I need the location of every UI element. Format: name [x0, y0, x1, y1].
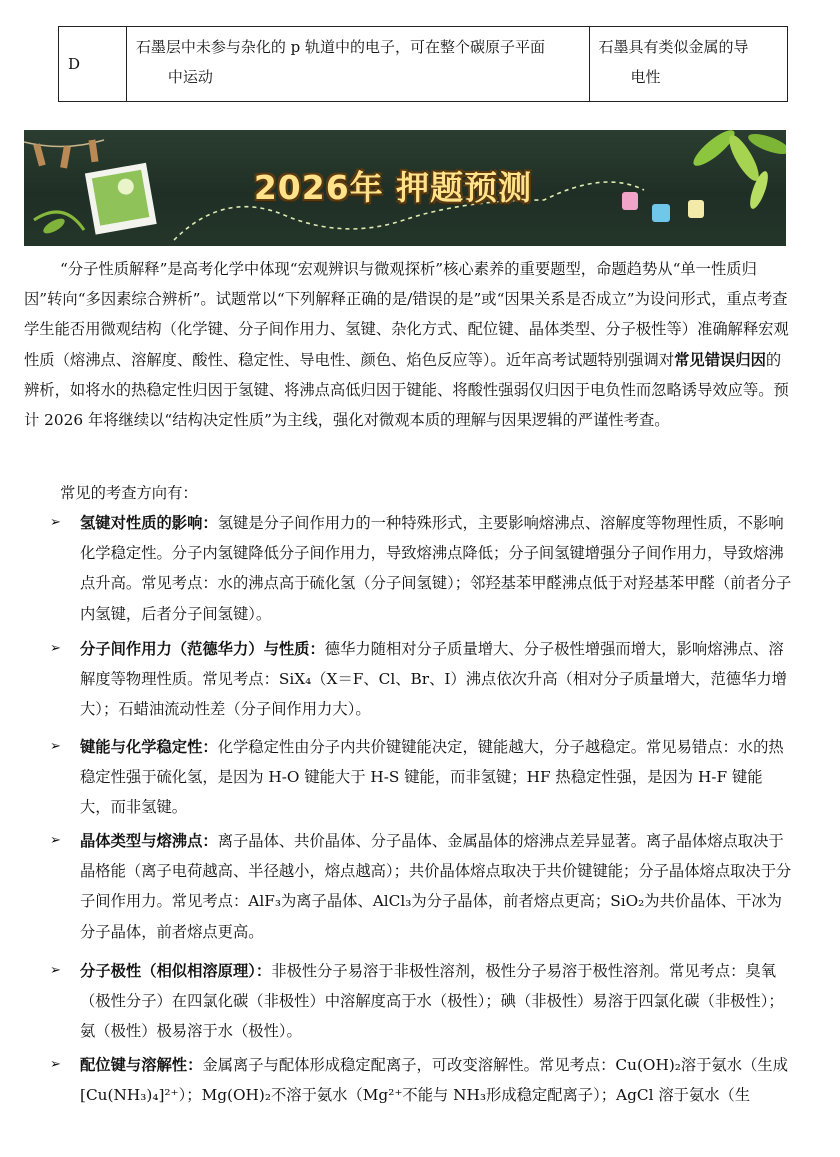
direction-text: 化学稳定性由分子内共价键键能决定，键能越大，分子越稳定。常见易错点：水的热稳定性强于硫化氢，是因为 H-O 键能大于 H-S 键能，而非氢键；HF 热稳定性强，是因为 H-F 键能大，而非氢键。 [80, 738, 784, 817]
conclusion-line-1: 石墨具有类似金属的导 [598, 38, 749, 56]
banner-title: 2026年 押题预测 [253, 168, 533, 207]
arrow-bullet-icon: ➢ [50, 833, 61, 848]
arrow-bullet-icon: ➢ [50, 1057, 61, 1072]
direction-item [50, 634, 792, 725]
statement-line-1: 石墨层中未参与杂化的 p 轨道中的电子，可在整个碳原子平面 [135, 38, 545, 56]
directions-lead: 常见的考查方向有： [60, 484, 198, 502]
direction-title: 分子间作用力（范德华力）与性质： [80, 640, 325, 658]
statement-cell [127, 27, 590, 101]
direction-title: 氢键对性质的影响： [80, 514, 218, 532]
arrow-bullet-icon: ➢ [50, 739, 61, 754]
direction-title: 晶体类型与熔沸点： [80, 832, 218, 850]
answer-table-row [58, 26, 788, 102]
direction-item [50, 508, 792, 629]
intro-part-2: 的辨析，如将水的热稳定性归因于氢键、将沸点高低归因于键能、将酸性强弱仅归因于电负性而忽略诱导效应等。预计 2026 年将继续以“结构决定性质”为主线，强化对微观本质的理解与因果逻辑的严谨性考查。 [24, 350, 789, 430]
direction-item [50, 826, 792, 947]
prediction-banner [24, 130, 786, 246]
direction-item [50, 732, 792, 823]
conclusion-line-2: 电性 [630, 68, 661, 86]
statement-line-2: 中运动 [167, 68, 213, 86]
direction-title: 分子极性（相似相溶原理）： [80, 962, 272, 980]
arrow-bullet-icon: ➢ [50, 515, 61, 530]
direction-text: 德华力随相对分子质量增大、分子极性增强而增大，影响熔沸点、溶解度等物理性质。常见考点：SiX₄（X＝F、Cl、Br、I）沸点依次升高（相对分子质量增大，范德华力增大）；石蜡油流动性差（分子间作用力大）。 [80, 640, 787, 719]
intro-emphasis: 常见错误归因 [674, 350, 766, 369]
direction-title: 键能与化学稳定性： [80, 738, 218, 756]
intro-part-1: “分子性质解释”是高考化学中体现“宏观辨识与微观探析”核心素养的重要题型，命题趋势从“单一性质归因”转向“多因素综合辨析”。试题常以“下列解释正确的是/错误的是”或“因果关系是否成立”为设问形式，重点考查学生能否用微观结构（化学键、分子间作用力、氢键、杂化方式、配位键、晶体类型、分子极性等）准确解释宏观性质（熔沸点、溶解度、酸性、稳定性、导电性、颜色、焰色反应等）。近年高考试题特别强调对 [24, 260, 789, 369]
option-cell [59, 27, 127, 101]
conclusion-cell [590, 27, 787, 101]
option-label: D [68, 55, 81, 73]
arrow-bullet-icon: ➢ [50, 641, 61, 656]
direction-text: 氢键是分子间作用力的一种特殊形式，主要影响熔沸点、溶解度等物理性质，不影响化学稳定性。分子内氢键降低分子间作用力，导致熔沸点降低；分子间氢键增强分子间作用力，导致熔沸点升高。常见考点：水的沸点高于硫化氢（分子间氢键）；邻羟基苯甲醛沸点低于对羟基苯甲醛（前者分子内氢键，后者分子间氢键）。 [80, 514, 792, 623]
arrow-bullet-icon: ➢ [50, 963, 61, 978]
direction-text: 金属离子与配体形成稳定配离子，可改变溶解性。常见考点：Cu(OH)₂溶于氨水（生成[Cu(NH₃)₄]²⁺）；Mg(OH)₂不溶于氨水（Mg²⁺不能与 NH₃形成稳定配离子）；AgCl 溶于氨水（生 [80, 1056, 788, 1105]
direction-text: 非极性分子易溶于非极性溶剂，极性分子易溶于极性溶剂。常见考点：臭氧（极性分子）在四氯化碳（非极性）中溶解度高于水（极性）；碘（非极性）易溶于四氯化碳（非极性）；氨（极性）极易溶于水（极性）。 [80, 962, 784, 1041]
direction-item [50, 1050, 792, 1110]
direction-title: 配位键与溶解性： [80, 1056, 203, 1074]
direction-text: 离子晶体、共价晶体、分子晶体、金属晶体的熔沸点差异显著。离子晶体熔点取决于晶格能（离子电荷越高、半径越小，熔点越高）；共价晶体熔点取决于共价键键能；分子晶体熔点取决于分子间作用力。常见考点：AlF₃为离子晶体、AlCl₃为分子晶体，前者熔点更高；SiO₂为共价晶体、干冰为分子晶体，前者熔点更高。 [80, 832, 792, 941]
direction-item [50, 956, 792, 1047]
intro-paragraph [24, 254, 790, 435]
